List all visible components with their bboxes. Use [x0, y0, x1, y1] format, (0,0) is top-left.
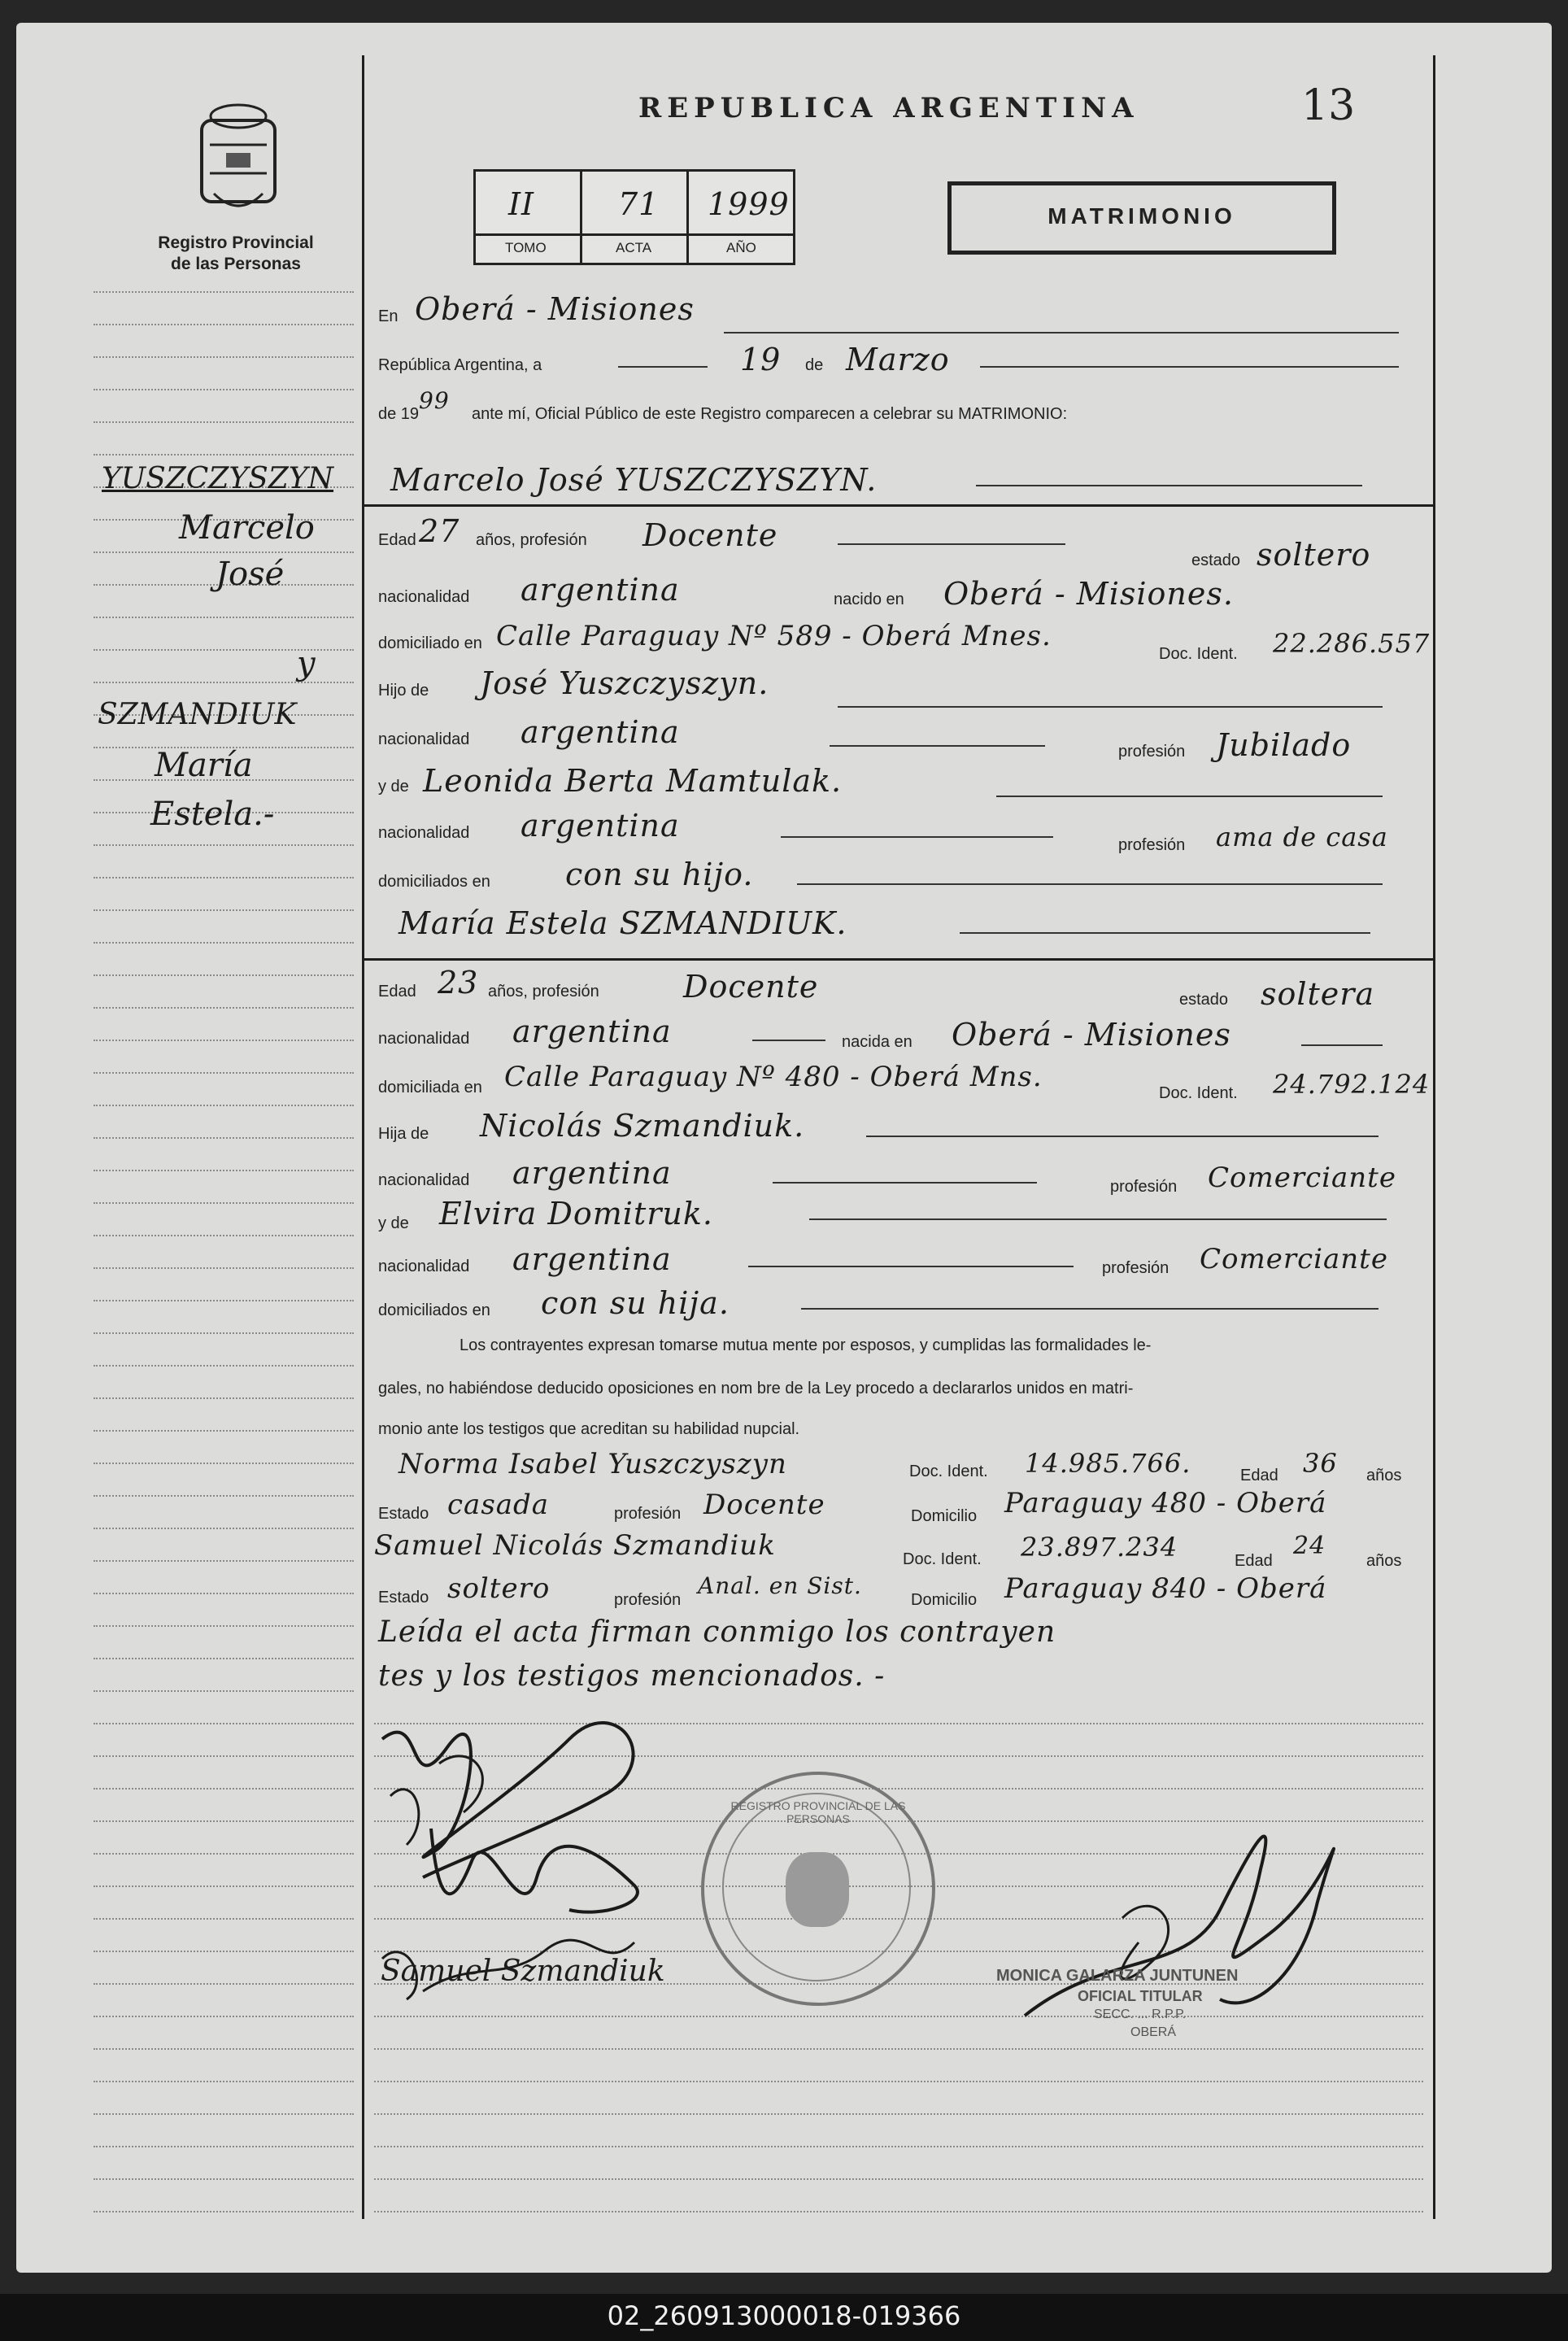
groom-mother-line [996, 796, 1383, 797]
margin-ruled-line [94, 1853, 354, 1855]
margin-ruled-line [94, 1430, 354, 1432]
margin-ruled-line [94, 2178, 354, 2180]
margin-ruled-line [94, 1040, 354, 1041]
margin-ruled-line [94, 1885, 354, 1887]
groom-mother-nat-label: nacionalidad [378, 824, 470, 842]
tomo-label: TOMO [505, 240, 547, 255]
groom-nacido-label: nacido en [834, 591, 904, 608]
tomo-value: II [508, 186, 535, 222]
bride-profession: Docente [683, 969, 819, 1005]
groom-mother-prof-label: profesión [1118, 836, 1186, 854]
groom-father: José Yuszczyszyn. [480, 665, 769, 701]
groom-father-nat-line [830, 745, 1045, 747]
witness2-doc: 23.897.234 [1021, 1532, 1178, 1563]
stamp-line-4: OBERÁ [1130, 2025, 1177, 2039]
groom-father-prof-label: profesión [1118, 743, 1186, 761]
bride-profesion-label: años, profesión [488, 983, 599, 1000]
bride-mother-line [809, 1218, 1387, 1220]
stamp-line-3: SECC. ... R.P.P. [1094, 2008, 1187, 2021]
margin-ruled-line [94, 1072, 354, 1074]
bride-address: Calle Paraguay Nº 480 - Oberá Mns. [504, 1061, 1043, 1093]
margin-ruled-line [94, 2016, 354, 2017]
witness2-doc-label: Doc. Ident. [903, 1550, 982, 1568]
witness1-doc: 14.985.766. [1025, 1448, 1191, 1479]
page-number: 13 [1301, 81, 1356, 130]
groom-name: Marcelo José YUSZCZYSZYN. [390, 462, 878, 498]
image-footer [0, 2294, 1568, 2341]
groom-parents-dom: con su hijo. [565, 857, 754, 892]
margin-ruled-line [94, 909, 354, 911]
bride-estado-label: estado [1179, 991, 1229, 1009]
bride-edad-label: Edad [378, 983, 416, 1000]
bride-dom-label: domiciliada en [378, 1079, 482, 1096]
bride-father-nat-label: nacionalidad [378, 1171, 470, 1189]
seal-emblem-icon [786, 1852, 849, 1927]
margin-note-and: y [297, 645, 316, 682]
record-box [473, 169, 795, 265]
groom-edad-label: Edad [378, 531, 416, 549]
groom-father-line [838, 706, 1383, 708]
bride-birthplace: Oberá - Misiones [952, 1017, 1231, 1053]
seal-text: REGISTRO PROVINCIAL DE LAS PERSONAS [730, 1799, 906, 1825]
witness1-dom-label: Domicilio [911, 1507, 978, 1525]
margin-ruled-line [94, 1625, 354, 1627]
place-line [724, 332, 1399, 333]
bride-mother-prof: Comerciante [1200, 1243, 1388, 1275]
groom-mother-nat: argentina [520, 808, 680, 844]
groom-mother-nat-line [781, 836, 1053, 838]
groom-age: 27 [419, 513, 460, 549]
witness1-profession: Docente [703, 1489, 825, 1521]
margin-ruled-line [94, 1983, 354, 1985]
bride-nac-label: nacionalidad [378, 1030, 470, 1048]
body-ruled-line [374, 2211, 1423, 2212]
margin-note-surname-1: YUSZCZYSZYN [102, 462, 334, 495]
margin-ruled-line [94, 1105, 354, 1106]
margin-note-name-3: María [155, 747, 253, 784]
acta-value: 71 [618, 186, 660, 222]
witness2-name: Samuel Nicolás Szmandiuk [374, 1529, 776, 1562]
groom-name-line [976, 485, 1362, 486]
ano-value: 1999 [708, 186, 790, 222]
margin-ruled-line [94, 942, 354, 944]
witness1-edad-label: Edad [1240, 1467, 1278, 1484]
month-value: Marzo [846, 342, 950, 377]
margin-note-name-2: José [216, 556, 285, 593]
bride-mother-nat: argentina [512, 1241, 672, 1277]
margin-ruled-line [94, 844, 354, 846]
groom-mother: Leonida Berta Mamtulak. [423, 763, 843, 799]
witness2-profession: Anal. en Sist. [698, 1572, 862, 1599]
margin-ruled-line [94, 1007, 354, 1009]
margin-ruled-line [94, 1235, 354, 1236]
margin-ruled-line [94, 1463, 354, 1464]
witness1-age: 36 [1303, 1448, 1338, 1479]
section-rule-1 [362, 504, 1435, 507]
margin-ruled-line [94, 551, 354, 553]
witness2-prof-label: profesión [614, 1591, 682, 1609]
margin-ruled-line [94, 356, 354, 358]
bride-doc: 24.792.124 [1273, 1069, 1431, 1100]
year-value: 99 [419, 387, 450, 414]
witness1-prof-label: profesión [614, 1505, 682, 1523]
bride-estado: soltera [1261, 976, 1375, 1012]
date-line-b [980, 366, 1399, 368]
stamp-line-1: MONICA GALARZA JUNTUNEN [996, 1967, 1239, 1985]
declaration-line-1: Los contrayentes expresan tomarse mutua mente por esposos, y cumplidas las formalidades le- [460, 1336, 1152, 1354]
groom-nac-label: nacionalidad [378, 588, 470, 606]
margin-ruled-line [94, 877, 354, 878]
margin-ruled-line [94, 1560, 354, 1562]
groom-doc-label: Doc. Ident. [1159, 645, 1238, 663]
bride-parents-dom: con su hija. [541, 1285, 730, 1321]
register-sheet [16, 23, 1552, 2273]
groom-nationality: argentina [520, 572, 680, 608]
bride-mother-label: y de [378, 1214, 409, 1232]
margin-note-name-4: Estela.- [150, 796, 275, 833]
bride-father-prof-label: profesión [1110, 1178, 1178, 1196]
bride-mother-nat-line [748, 1266, 1074, 1267]
groom-mother-prof: ama de casa [1216, 822, 1388, 852]
ano-label: AÑO [726, 240, 756, 255]
body-ruled-line [374, 2178, 1423, 2180]
en-label: En [378, 307, 399, 325]
bride-nat-line [752, 1040, 825, 1041]
margin-ruled-line [94, 1267, 354, 1269]
margin-ruled-line [94, 1495, 354, 1497]
day-value: 19 [740, 342, 782, 377]
groom-father-prof: Jubilado [1216, 727, 1352, 763]
groom-father-label: Hijo de [378, 682, 429, 700]
witness2-edad-label: Edad [1235, 1552, 1273, 1570]
bride-age: 23 [438, 965, 479, 1000]
margin-note-name-1: Marcelo [179, 509, 315, 547]
groom-address: Calle Paraguay Nº 589 - Oberá Mnes. [496, 620, 1052, 652]
witness1-doc-label: Doc. Ident. [909, 1463, 988, 1480]
bride-mother-nat-label: nacionalidad [378, 1258, 470, 1275]
closing-line-1: Leída el acta firman conmigo los contrayen [378, 1615, 1056, 1649]
margin-ruled-line [94, 1593, 354, 1594]
bride-father-prof: Comerciante [1208, 1162, 1396, 1194]
country-heading: REPUBLICA ARGENTINA [638, 92, 1139, 124]
groom-profesion-label: años, profesión [476, 531, 587, 549]
margin-ruled-line [94, 2048, 354, 2050]
witness2-estado-label: Estado [378, 1589, 429, 1606]
margin-ruled-line [94, 1300, 354, 1301]
image-id: 02_260913000018-019366 [607, 2300, 961, 2331]
bride-father-label: Hija de [378, 1125, 429, 1143]
margin-ruled-line [94, 1170, 354, 1171]
margin-ruled-line [94, 1723, 354, 1724]
margin-ruled-line [94, 1788, 354, 1790]
bride-parents-dom-label: domiciliados en [378, 1301, 490, 1319]
margin-ruled-line [94, 421, 354, 423]
stamp-line-2: OFICIAL TITULAR [1078, 1988, 1203, 2004]
margin-ruled-line [94, 1365, 354, 1367]
margin-ruled-line [94, 1137, 354, 1139]
groom-estado: soltero [1257, 537, 1371, 573]
groom-dom-label: domiciliado en [378, 634, 482, 652]
bride-nacida-label: nacida en [842, 1033, 912, 1051]
witness1-estado: casada [447, 1489, 550, 1521]
margin-ruled-line [94, 617, 354, 618]
margin-ruled-line [94, 1332, 354, 1334]
witness2-age: 24 [1293, 1532, 1326, 1560]
margin-ruled-line [94, 1690, 354, 1692]
bride-father-nat: argentina [512, 1155, 672, 1191]
act-type-box [947, 181, 1336, 255]
official-seal [701, 1772, 935, 2006]
margin-ruled-line [94, 2146, 354, 2147]
witness2-dom-label: Domicilio [911, 1591, 978, 1609]
bride-mother-prof-label: profesión [1102, 1259, 1169, 1277]
groom-father-nat: argentina [520, 714, 680, 750]
year-prefix: de 19 [378, 405, 420, 423]
witness1-estado-label: Estado [378, 1505, 429, 1523]
witness2-estado: soltero [447, 1572, 551, 1605]
margin-ruled-line [94, 1397, 354, 1399]
body-ruled-line [374, 2081, 1423, 2082]
bride-doc-label: Doc. Ident. [1159, 1084, 1238, 1102]
section-rule-2 [362, 958, 1435, 961]
witness-signature: Samuel Szmandiuk [381, 1955, 665, 1988]
groom-doc: 22.286.557 [1273, 628, 1431, 659]
bride-parents-dom-line [801, 1308, 1379, 1310]
bride-mother: Elvira Domitruk. [439, 1196, 713, 1232]
groom-parents-dom-line [797, 883, 1383, 885]
officer-signature-scribble [1008, 1772, 1448, 2048]
place-value: Oberá - Misiones [415, 291, 695, 327]
margin-ruled-line [94, 1951, 354, 1952]
body-ruled-line [374, 2048, 1423, 2050]
margin-ruled-line [94, 1658, 354, 1659]
groom-profession: Docente [642, 517, 778, 553]
groom-parents-dom-label: domiciliados en [378, 873, 490, 891]
act-type: MATRIMONIO [1048, 203, 1236, 229]
groom-birthplace: Oberá - Misiones. [943, 576, 1234, 612]
bride-birth-line [1301, 1044, 1383, 1046]
body-ruled-line [374, 2146, 1423, 2147]
closing-line-2: tes y los testigos mencionados. - [378, 1659, 886, 1693]
witness1-address: Paraguay 480 - Oberá [1004, 1487, 1327, 1519]
acta-label: ACTA [616, 240, 652, 255]
margin-ruled-line [94, 1820, 354, 1822]
groom-prof-line [838, 543, 1065, 545]
bride-name: María Estela SZMANDIUK. [399, 905, 847, 941]
witness2-anos-label: años [1366, 1552, 1402, 1570]
declaration-line-2: gales, no habiéndose deducido oposiciones en nom bre de la Ley procedo a declararlos unidos en matri- [378, 1380, 1134, 1397]
margin-ruled-line [94, 1202, 354, 1204]
margin-ruled-line [94, 324, 354, 325]
date-line-a [618, 366, 708, 368]
witness1-anos-label: años [1366, 1467, 1402, 1484]
margin-ruled-line [94, 974, 354, 976]
margin-ruled-line [94, 1918, 354, 1920]
witness1-name: Norma Isabel Yuszczyszyn [399, 1448, 787, 1480]
margin-ruled-line [94, 454, 354, 456]
margin-ruled-line [94, 389, 354, 390]
registry-name: Registro Provincial de las Personas [158, 233, 314, 273]
de-label: de [805, 356, 824, 374]
margin-ruled-line [94, 2113, 354, 2115]
margin-ruled-line [94, 291, 354, 293]
preamble-text: ante mí, Oficial Público de este Registro comparecen a celebrar su MATRIMONIO: [472, 405, 1068, 423]
republica-label: República Argentina, a [378, 356, 542, 374]
bride-name-line [960, 932, 1370, 934]
witness2-address: Paraguay 840 - Oberá [1004, 1572, 1327, 1605]
bride-father-nat-line [773, 1182, 1037, 1184]
margin-ruled-line [94, 1755, 354, 1757]
margin-ruled-line [94, 1528, 354, 1529]
margin-ruled-line [94, 2081, 354, 2082]
bride-nationality: argentina [512, 1014, 672, 1049]
groom-father-nat-label: nacionalidad [378, 730, 470, 748]
margin-ruled-line [94, 2211, 354, 2212]
bride-father: Nicolás Szmandiuk. [480, 1108, 805, 1144]
declaration-line-3: monio ante los testigos que acreditan su habilidad nupcial. [378, 1420, 800, 1438]
bride-father-line [866, 1136, 1379, 1137]
groom-estado-label: estado [1191, 551, 1241, 569]
margin-note-surname-2: SZMANDIUK [98, 698, 297, 731]
body-ruled-line [374, 2113, 1423, 2115]
coat-of-arms-icon [177, 96, 299, 234]
groom-mother-label: y de [378, 778, 409, 796]
